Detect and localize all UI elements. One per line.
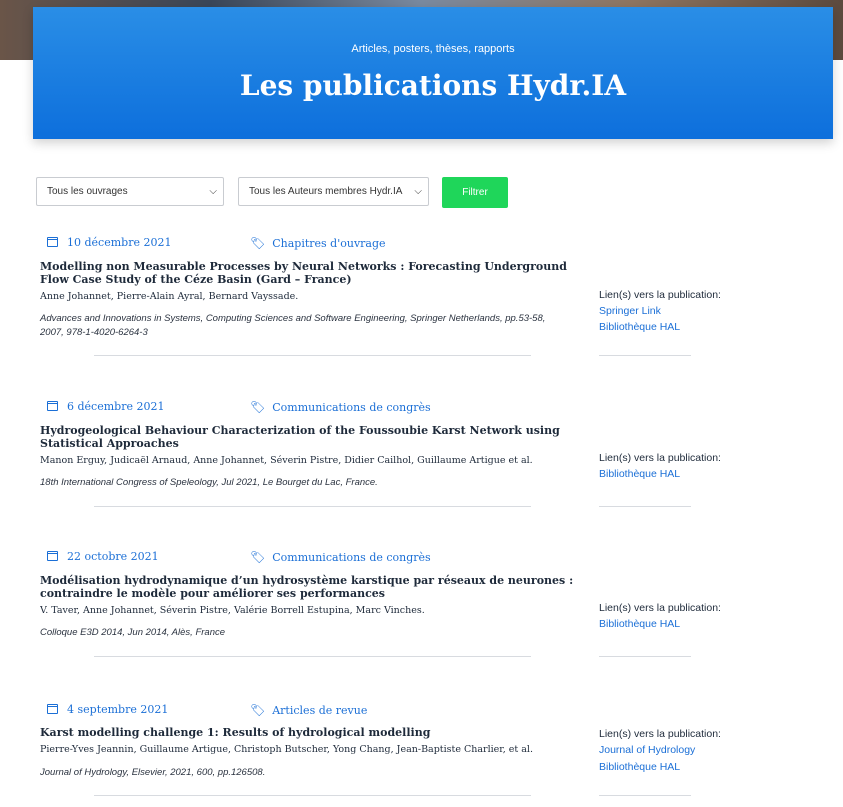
publication-date <box>47 550 159 563</box>
calendar-icon <box>47 704 58 714</box>
divider <box>94 656 531 657</box>
divider <box>94 795 531 796</box>
divider <box>94 506 531 507</box>
publication-date <box>47 703 168 716</box>
divider <box>599 795 691 796</box>
publication-source: Advances and Innovations in Systems, Computing Sciences and Software Engineering, Springer Netherlands, pp.53-58, 2007, 978-1-4020-6264-3 <box>40 313 546 338</box>
links-label: Lien(s) vers la publication: <box>599 728 721 740</box>
links-label: Lien(s) vers la publication: <box>599 289 721 301</box>
publication-source: Journal of Hydrology, Elsevier, 2021, 600, pp.126508. <box>40 767 266 778</box>
links-label: Lien(s) vers la publication: <box>599 602 721 614</box>
divider <box>599 656 691 657</box>
publication-source: Colloque E3D 2014, Jun 2014, Alès, France <box>40 627 226 638</box>
chevron-down-icon: ⌵ <box>209 186 217 197</box>
link-hal[interactable]: Bibliothèque HAL <box>599 761 681 773</box>
link-hal[interactable]: Bibliothèque HAL <box>599 468 681 480</box>
works-select[interactable] <box>36 177 224 206</box>
publication-category[interactable] <box>250 703 367 717</box>
publication-title[interactable]: Hydrogeological Behaviour Characterization of the Foussoubie Karst Network using Statistical Approaches <box>40 424 560 450</box>
publication-date-text: 6 décembre 2021 <box>67 400 165 413</box>
link-hal[interactable]: Bibliothèque HAL <box>599 618 681 630</box>
page-hero <box>33 7 833 139</box>
publication-category[interactable] <box>250 400 431 414</box>
divider <box>94 355 531 356</box>
link-journal-of-hydrology[interactable]: Journal of Hydrology <box>599 744 696 756</box>
authors-select-value: Tous les Auteurs membres Hydr.IA <box>249 186 403 197</box>
publication-date <box>47 400 164 413</box>
hero-subtitle: Articles, posters, thèses, rapports <box>351 43 515 55</box>
publication-category-text: Chapitres d'ouvrage <box>272 237 386 250</box>
link-hal[interactable]: Bibliothèque HAL <box>599 321 681 333</box>
publication-date-text: 22 octobre 2021 <box>67 550 159 563</box>
publication-category-text: Communications de congrès <box>272 551 431 564</box>
publication-title[interactable]: Modelling non Measurable Processes by Neural Networks : Forecasting Underground Flow Case Study of the Céze Basin (Gard – France) <box>40 260 567 286</box>
publication-authors: Anne Johannet, Pierre-Alain Ayral, Bernard Vayssade. <box>40 291 299 302</box>
publication-category-text: Communications de congrès <box>272 401 431 414</box>
publication-authors: Pierre-Yves Jeannin, Guillaume Artigue, Christoph Butscher, Yong Chang, Jean-Baptiste Charlier, et al. <box>40 744 533 755</box>
tags-icon: 🏷︎ <box>250 400 266 414</box>
divider <box>599 355 691 356</box>
filter-button[interactable]: Filtrer <box>442 177 508 208</box>
chevron-down-icon: ⌵ <box>414 186 422 197</box>
calendar-icon <box>47 401 58 411</box>
publication-date <box>47 236 171 249</box>
publication-title[interactable]: Modélisation hydrodynamique d’un hydrosystème karstique par réseaux de neurones : contraindre le modèle pour améliorer ses performances <box>40 574 574 600</box>
publication-title[interactable]: Karst modelling challenge 1: Results of hydrological modelling <box>40 726 431 739</box>
calendar-icon <box>47 237 58 247</box>
publication-authors: Manon Erguy, Judicaël Arnaud, Anne Johannet, Séverin Pistre, Didier Cailhol, Guillaume Artigue et al. <box>40 455 533 466</box>
publication-date-text: 4 septembre 2021 <box>67 703 169 716</box>
publication-source: 18th International Congress of Speleology, Jul 2021, Le Bourget du Lac, France. <box>40 477 378 488</box>
publication-category[interactable] <box>250 550 431 564</box>
publication-category-text: Articles de revue <box>272 704 368 717</box>
links-label: Lien(s) vers la publication: <box>599 452 721 464</box>
publication-category[interactable] <box>250 236 386 250</box>
publication-authors: V. Taver, Anne Johannet, Séverin Pistre, Valérie Borrell Estupina, Marc Vinches. <box>40 605 425 616</box>
authors-select[interactable] <box>238 177 429 206</box>
works-select-value: Tous les ouvrages <box>47 186 128 197</box>
tags-icon: 🏷︎ <box>250 550 266 564</box>
tags-icon: 🏷︎ <box>250 703 266 717</box>
calendar-icon <box>47 551 58 561</box>
page-title: Les publications Hydr.IA <box>239 69 627 102</box>
tags-icon: 🏷︎ <box>250 236 266 250</box>
divider <box>599 506 691 507</box>
publication-date-text: 10 décembre 2021 <box>67 236 172 249</box>
link-springer[interactable]: Springer Link <box>599 305 661 317</box>
